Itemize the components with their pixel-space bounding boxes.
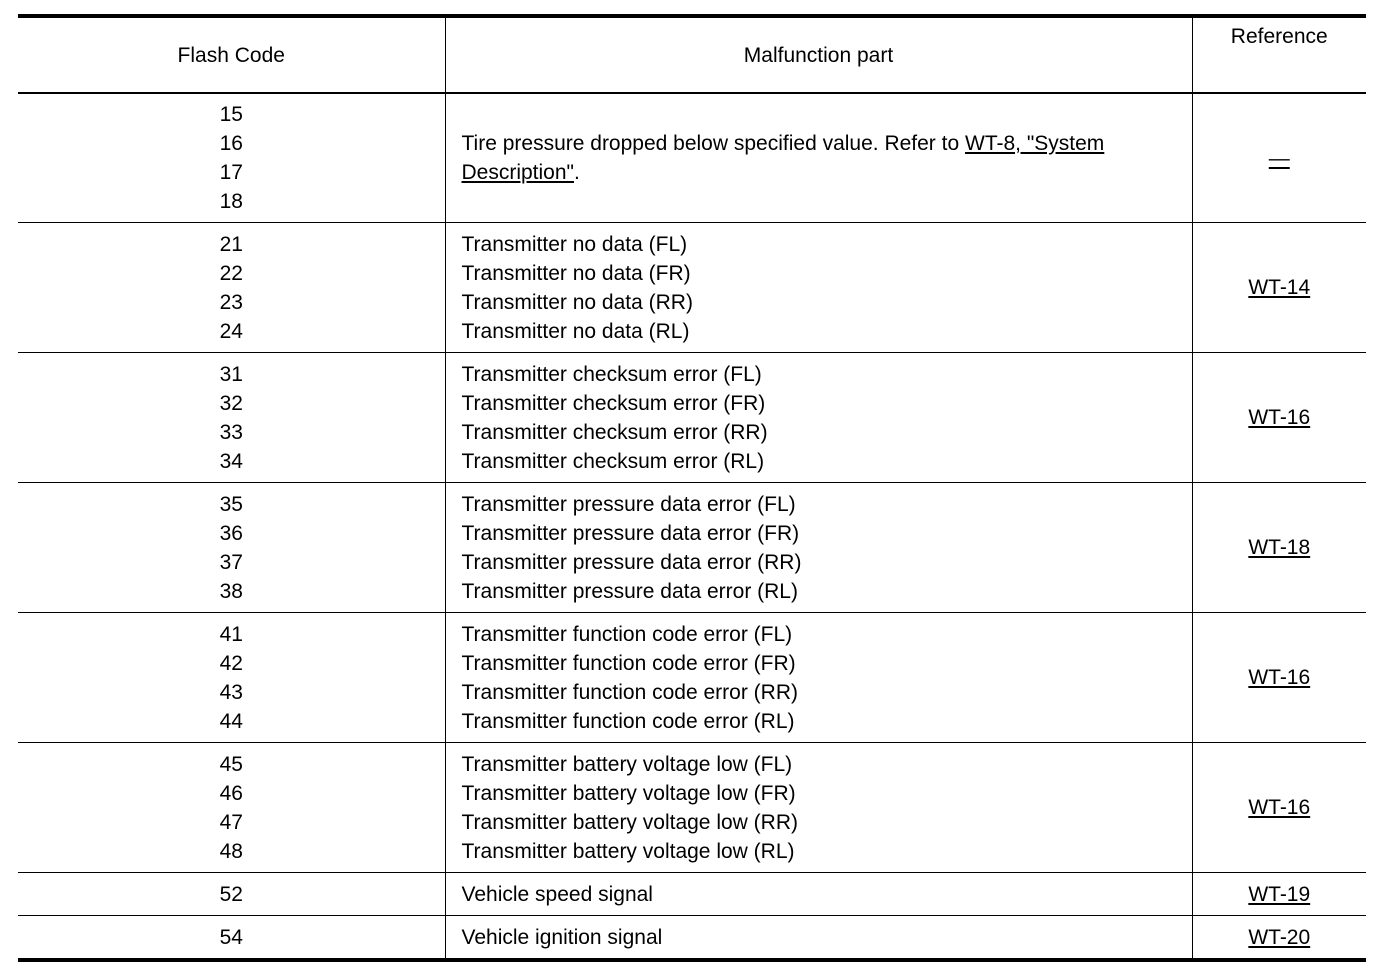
malfunction-part: Vehicle speed signal [461,882,653,906]
malfunction-part: Transmitter no data (FL) [461,232,688,256]
flash-code: 41 [219,622,243,646]
flash-code: 45 [219,752,243,776]
malfunction-part-cell [445,613,1192,743]
flash-code: 36 [219,521,243,545]
table-row [18,483,1366,613]
flash-code: 52 [219,882,243,906]
malfunction-part: Transmitter battery voltage low (RL) [461,839,795,863]
malfunction-part: Transmitter function code error (RR) [461,680,798,704]
reference-cell [1192,743,1366,873]
malfunction-part: Transmitter function code error (RL) [461,709,795,733]
malfunction-part: Transmitter checksum error (RR) [461,420,768,444]
flash-codes-cell [18,873,445,916]
reference-cell [1192,916,1366,961]
malfunction-part: Transmitter function code error (FR) [461,651,796,675]
reference-link[interactable]: WT-16 [1248,796,1311,819]
flash-code: 44 [219,709,243,733]
table-row [18,743,1366,873]
system-description-link-continued[interactable]: Description" [461,161,574,184]
flash-code: 18 [219,190,243,213]
malfunction-part: Transmitter pressure data error (RL) [461,579,798,603]
flash-code: 48 [219,839,243,863]
flash-codes-cell [18,613,445,743]
malfunction-part: Transmitter pressure data error (FR) [461,521,800,545]
malfunction-part: Transmitter function code error (FL) [461,622,793,646]
malfunction-part: Transmitter checksum error (RL) [461,449,765,473]
malfunction-part: Transmitter battery voltage low (FL) [461,752,793,776]
flash-code: 34 [219,449,243,473]
malfunction-part-text: Tire pressure dropped below specified value. Refer to [461,132,965,155]
malfunction-part: Transmitter no data (RR) [461,290,693,314]
flash-code: 46 [219,781,243,805]
malfunction-part-cell [445,483,1192,613]
malfunction-part: Vehicle ignition signal [461,925,663,949]
malfunction-part-line [462,158,1186,187]
reference-link[interactable]: WT-18 [1248,536,1311,559]
flash-code: 33 [219,420,243,444]
flash-code: 22 [219,261,243,285]
malfunction-part: Transmitter pressure data error (FL) [461,492,796,516]
malfunction-part-cell [445,223,1192,353]
malfunction-part-cell [445,743,1192,873]
reference-link[interactable]: WT-14 [1248,276,1311,299]
table-row [18,353,1366,483]
flash-code: 24 [219,319,243,343]
reference-none: — [1268,146,1290,170]
malfunction-part: Transmitter no data (RL) [461,319,690,343]
flash-codes-cell [18,916,445,961]
malfunction-part: Transmitter pressure data error (RR) [461,550,802,574]
table-row [18,613,1366,743]
flash-codes-cell [18,743,445,873]
flash-codes-cell [18,483,445,613]
reference-link[interactable]: WT-19 [1248,882,1311,906]
malfunction-part-cell [445,93,1192,223]
table-row [18,93,1366,223]
flash-code: 15 [219,103,243,126]
flash-code: 47 [219,810,243,834]
flash-code: 31 [219,362,243,386]
flash-code: 35 [219,492,243,516]
reference-cell [1192,873,1366,916]
flash-code: 43 [219,680,243,704]
reference-link[interactable]: WT-16 [1248,406,1311,429]
reference-cell [1192,483,1366,613]
malfunction-part: Transmitter checksum error (FR) [461,391,766,415]
flash-code: 54 [219,925,243,949]
reference-cell [1192,353,1366,483]
table-row [18,873,1366,916]
malfunction-part-cell [445,353,1192,483]
flash-code: 42 [219,651,243,675]
table-row [18,223,1366,353]
header-malfunction-part: Malfunction part [445,16,1192,93]
header-flash-code: Flash Code [18,16,445,93]
malfunction-part: Transmitter battery voltage low (RR) [461,810,798,834]
flash-code: 21 [219,232,243,256]
malfunction-part-cell [445,873,1192,916]
table-header-row [18,16,1366,93]
flash-code: 17 [219,161,243,184]
reference-cell [1192,223,1366,353]
system-description-link[interactable]: WT-8, "System [965,132,1105,155]
flash-codes-cell [18,93,445,223]
malfunction-part: Transmitter checksum error (FL) [461,362,762,386]
malfunction-part-line [462,129,1186,158]
reference-link[interactable]: WT-20 [1248,925,1311,949]
flash-code: 16 [219,132,243,155]
flash-code: 38 [219,579,243,603]
flash-code: 23 [219,290,243,314]
flash-codes-cell [18,353,445,483]
malfunction-part: Transmitter no data (FR) [461,261,691,285]
reference-cell [1192,613,1366,743]
flash-code: 37 [219,550,243,574]
flash-code: 32 [219,391,243,415]
reference-link[interactable]: WT-16 [1248,666,1311,689]
malfunction-part-suffix: . [574,161,580,184]
malfunction-part: Transmitter battery voltage low (FR) [461,781,796,805]
table-row [18,916,1366,961]
malfunction-part-cell [445,916,1192,961]
header-reference: Reference [1192,16,1366,93]
flash-codes-cell [18,223,445,353]
reference-cell [1192,93,1366,223]
flash-code-table [18,14,1366,962]
